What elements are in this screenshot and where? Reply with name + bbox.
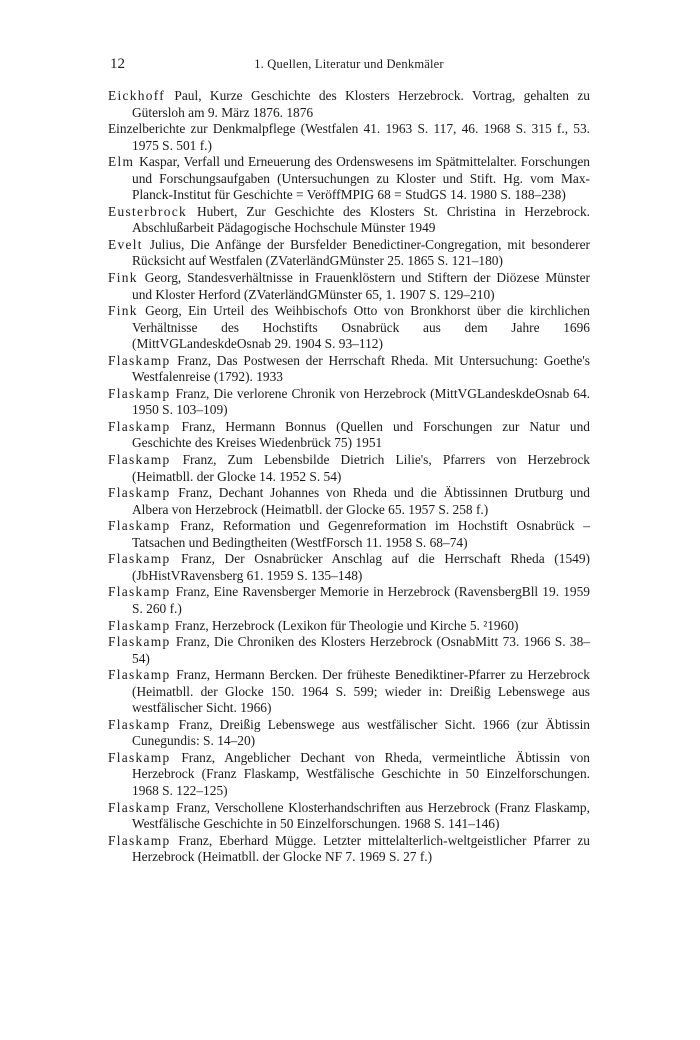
entry-author: Flaskamp xyxy=(108,799,171,815)
entry-text: Franz, Angeblicher Dechant von Rheda, vermeintliche Äbtissin von Herzebrock (Franz Flaskamp, Westfälische Geschichte in 50 Einzelforschungen. 1968 S. 122–125) xyxy=(132,749,590,798)
bibliography-entry xyxy=(108,237,590,270)
entry-author: Flaskamp xyxy=(108,418,171,434)
bibliography-entry xyxy=(108,303,590,353)
entry-author: Flaskamp xyxy=(108,716,171,732)
entry-text: Franz, Herzebrock (Lexikon für Theologie und Kirche 5. ²1960) xyxy=(174,617,519,633)
entry-text: Georg, Ein Urteil des Weihbischofs Otto von Bronkhorst über die kirchlichen Verhältnisse des Hochstifts Osnabrück aus dem Jahre 1696 (MittVGLandeskdeOsnab 29. 1904 S. 93–112) xyxy=(132,303,590,352)
entry-author: Evelt xyxy=(108,236,143,252)
bibliography-entry xyxy=(108,717,590,750)
entry-text: Georg, Standesverhältnisse in Frauenklöstern und Stiftern der Diözese Münster und Kloster Herford (ZVaterländGMünster 65, 1. 1907 S. 129–210) xyxy=(132,270,590,302)
entry-author: Flaskamp xyxy=(108,452,171,468)
entry-text: Franz, Zum Lebensbilde Dietrich Lilie's, Pfarrers von Herzebrock (Heimatbll. der Glocke 14. 1952 S. 54) xyxy=(132,452,590,484)
bibliography-entry xyxy=(108,750,590,800)
entry-author: Flaskamp xyxy=(108,617,171,633)
entry-author: Eusterbrock xyxy=(108,203,187,219)
bibliography-entry xyxy=(108,667,590,717)
bibliography-entry xyxy=(108,270,590,303)
entry-author: Flaskamp xyxy=(108,634,171,650)
bibliography-entry xyxy=(108,452,590,485)
entry-text: Franz, Hermann Bercken. Der früheste Benediktiner-Pfarrer zu Herzebrock (Heimatbll. der Glocke 150. 1964 S. 599; wieder in: Dreißig Lebenswege aus westfälischer Sicht. 1966) xyxy=(132,667,590,716)
bibliography-entry xyxy=(108,154,590,204)
bibliography-entry xyxy=(108,419,590,452)
bibliography-list xyxy=(108,88,590,866)
entry-text: Hubert, Zur Geschichte des Klosters St. Christina in Herzebrock. Abschlußarbeit Pädagogische Hochschule Münster 1949 xyxy=(132,203,590,236)
entry-author: Flaskamp xyxy=(108,749,171,765)
entry-author: Flaskamp xyxy=(108,485,171,501)
entry-text: Franz, Die Chroniken des Klosters Herzebrock (OsnabMitt 73. 1966 S. 38–54) xyxy=(132,634,590,666)
bibliography-entry xyxy=(108,634,590,667)
running-head xyxy=(108,52,590,76)
entry-text: Franz, Hermann Bonnus (Quellen und Forschungen zur Natur und Geschichte des Kreises Wiedenbrück 75) 1951 xyxy=(132,418,590,451)
entry-author: Elm xyxy=(108,154,135,170)
bibliography-entry xyxy=(108,551,590,584)
entry-text: Franz, Reformation und Gegenreformation im Hochstift Osnabrück – Tatsachen und Bedingtheiten (WestfForsch 11. 1958 S. 68–74) xyxy=(132,518,590,550)
entry-text: Kaspar, Verfall und Erneuerung des Ordenswesens im Spätmittelalter. Forschungen und Forschungsaufgaben (Untersuchungen zu Kloster und Stift. Hg. vom Max-Planck-Institut für Geschichte = VeröffMPIG 68 = StudGS 14. 1980 S. 188–238) xyxy=(132,154,590,203)
bibliography-entry xyxy=(108,518,590,551)
entry-text: Franz, Die verlorene Chronik von Herzebrock (MittVGLandeskdeOsnab 64. 1950 S. 103–109) xyxy=(132,385,590,418)
bibliography-entry xyxy=(108,121,590,154)
entry-author: Flaskamp xyxy=(108,385,171,401)
entry-author: Fink xyxy=(108,303,138,319)
entry-author: Flaskamp xyxy=(108,832,171,848)
entry-text: Franz, Das Postwesen der Herrschaft Rheda. Mit Untersuchung: Goethe's Westfalenreise (1792). 1933 xyxy=(132,352,590,385)
bibliography-entry xyxy=(108,88,590,121)
page xyxy=(108,52,590,866)
entry-text: Franz, Dreißig Lebenswege aus westfälischer Sicht. 1966 (zur Äbtissin Cunegundis: S. 14–20) xyxy=(132,716,590,749)
bibliography-entry xyxy=(108,833,590,866)
bibliography-entry xyxy=(108,584,590,617)
entry-author: Fink xyxy=(108,270,138,286)
entry-text: Julius, Die Anfänge der Bursfelder Benedictiner-Congregation, mit besonderer Rücksicht auf Westfalen (ZVaterländGMünster 25. 1865 S. 121–180) xyxy=(132,236,590,269)
page-number: 12 xyxy=(110,56,125,72)
entry-text: Franz, Eine Ravensberger Memorie in Herzebrock (RavensbergBll 19. 1959 S. 260 f.) xyxy=(132,584,590,616)
entry-text: Franz, Der Osnabrücker Anschlag auf die Herrschaft Rheda (1549) (JbHistVRavensberg 61. 1959 S. 135–148) xyxy=(132,551,590,583)
running-head-title: 1. Quellen, Literatur und Denkmäler xyxy=(254,57,444,71)
bibliography-entry xyxy=(108,204,590,237)
bibliography-entry xyxy=(108,800,590,833)
entry-author: Flaskamp xyxy=(108,551,171,567)
entry-author: Flaskamp xyxy=(108,584,171,600)
bibliography-entry xyxy=(108,353,590,386)
entry-text: Paul, Kurze Geschichte des Klosters Herzebrock. Vortrag, gehalten zu Gütersloh am 9. März 1876. 1876 xyxy=(132,88,590,120)
bibliography-entry xyxy=(108,386,590,419)
entry-text: Franz, Verschollene Klosterhandschriften aus Herzebrock (Franz Flaskamp, Westfälische Geschichte in 50 Einzelforschungen. 1968 S. 141–146) xyxy=(132,799,590,832)
entry-text: Einzelberichte zur Denkmalpflege (Westfalen 41. 1963 S. 117, 46. 1968 S. 315 f., 53. 1975 S. 501 f.) xyxy=(108,121,590,153)
entry-author: Eickhoff xyxy=(108,88,166,103)
entry-author: Flaskamp xyxy=(108,667,171,683)
bibliography-entry xyxy=(108,618,590,635)
entry-text: Franz, Dechant Johannes von Rheda und die Äbtissinnen Drutburg und Albera von Herzebrock (Heimatbll. der Glocke 65. 1957 S. 258 f.) xyxy=(132,485,590,517)
entry-author: Flaskamp xyxy=(108,352,171,368)
entry-text: Franz, Eberhard Mügge. Letzter mittelalterlich-weltgeistlicher Pfarrer zu Herzebrock (Heimatbll. der Glocke NF 7. 1969 S. 27 f.) xyxy=(132,832,590,865)
bibliography-entry xyxy=(108,485,590,518)
entry-author: Flaskamp xyxy=(108,518,171,534)
